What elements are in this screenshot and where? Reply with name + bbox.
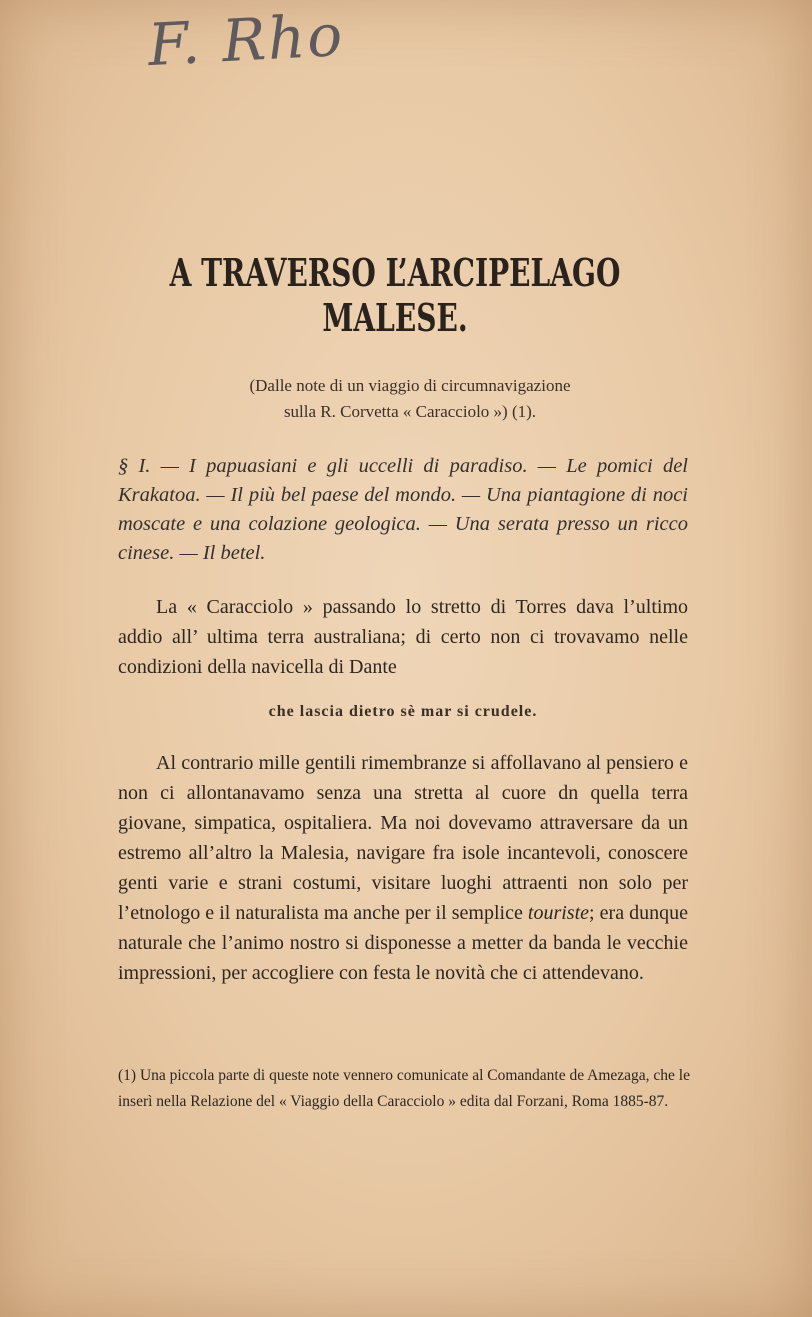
paragraph-2-text-a: Al contrario mille gentili rimembranze si affollavano al pensiero e non ci allontanavamo senza una stretta al cuore dn quella terra giovane, simpatica, ospitaliera. Ma noi dovevamo attraversare da un estremo all’altro la Malesia, navigare fra isole incantevoli, conoscere genti varie e strani costumi, visitare luoghi attraenti non solo per l’etnologo e il naturalista ma anche per il semplice <box>118 752 688 924</box>
subtitle-line-1: (Dalle note di un viaggio di circumnavigazione <box>249 376 571 395</box>
subtitle-line-2: sulla R. Corvetta « Caracciolo ») (1). <box>283 402 537 421</box>
paragraph-2-text-b: ; era dunque naturale che l’animo nostro si disponesse a metter da banda le vecchie impressioni, per accogliere con festa le novità che ci attendevano. <box>118 902 689 984</box>
section-summary: § I. — I papuasiani e gli uccelli di paradiso. — Le pomici del Krakatoa. — Il più bel paese del mondo. — Una piantagione di noci moscate e una colazione geologica. — Una serata presso un ricco cinese. — Il betel. <box>118 455 688 564</box>
footnote: (1) Una piccola parte di queste note vennero comunicate al Comandante de Amezaga, che le inserì nella Relazione del « Viaggio della Caracciolo » edita dal Forzani, Roma 1885-87. <box>118 1067 690 1110</box>
paragraph-2-italic: touriste <box>527 902 590 924</box>
page-title: A TRAVERSO L’ARCIPELAGO MALESE. <box>169 250 621 340</box>
paragraph-2 <box>118 748 688 988</box>
subtitle <box>200 373 620 425</box>
handwritten-signature: F. Rho <box>146 0 346 80</box>
dante-quote: che lascia dietro sè mar si crudele. <box>268 703 538 720</box>
paragraph-1: La « Caracciolo » passando lo stretto di Torres dava l’ultimo addio all’ ultima terra australiana; di certo non ci trovavamo nelle condizioni della navicella di Dante <box>118 596 688 678</box>
